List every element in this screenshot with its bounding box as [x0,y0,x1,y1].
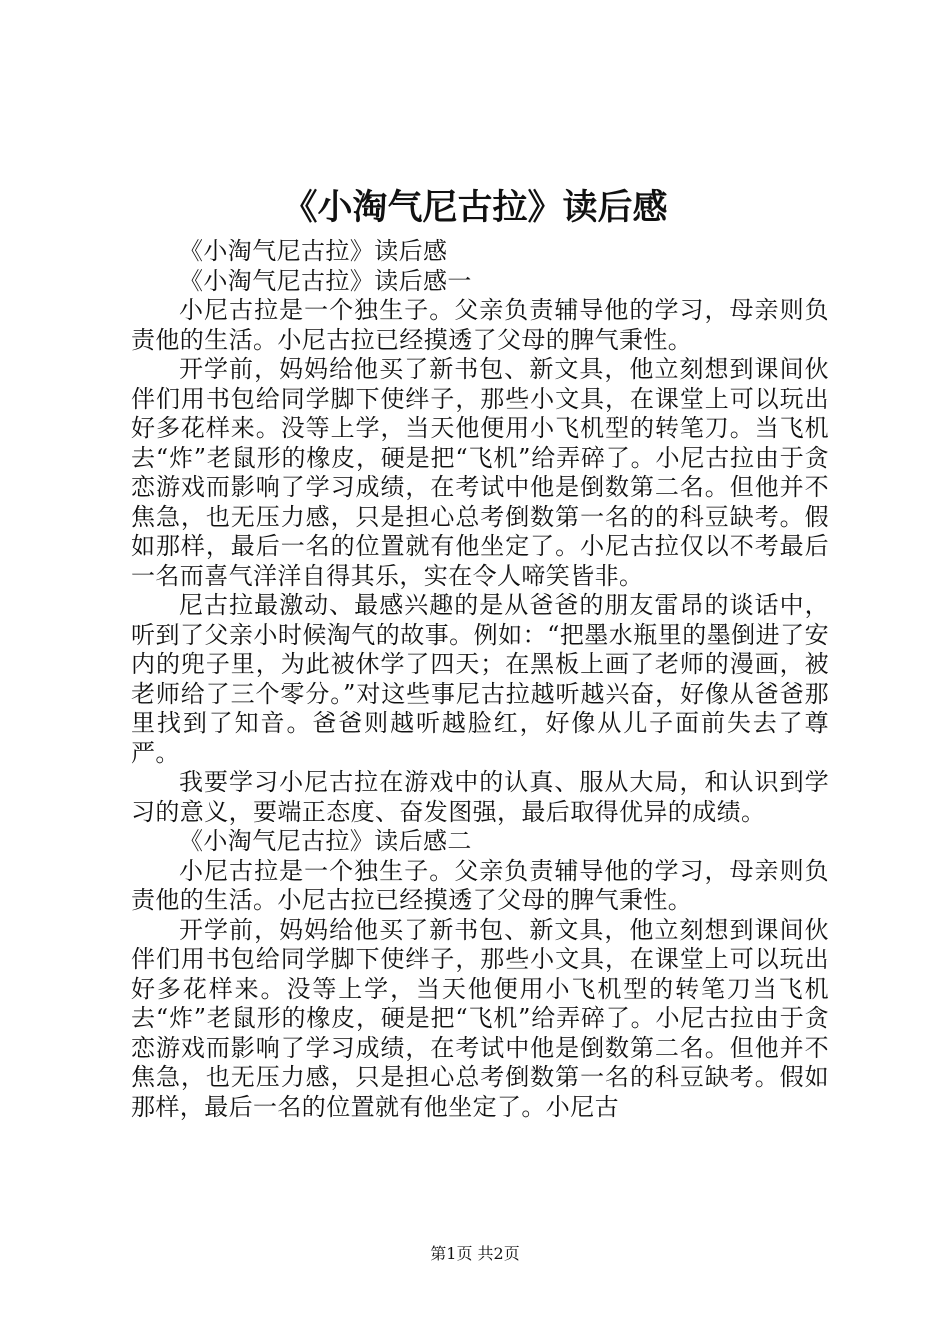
paragraph: 尼古拉最激动、最感兴趣的是从爸爸的朋友雷昂的谈话中，听到了父亲小时候淘气的故事。例如：“把墨水瓶里的墨倒进了安内的兜子里，为此被休学了四天；在黑板上画了老师的漫画，被老师给了三个零分。”对这些事尼古拉越听越兴奋，好像从爸爸那里找到了知音。爸爸则越听越脸红，好像从儿子面前失去了尊严。 [131,591,829,767]
document-body [131,237,829,1122]
paragraph: 开学前，妈妈给他买了新书包、新文具，他立刻想到课间伙伴们用书包给同学脚下使绊子，那些小文具，在课堂上可以玩出好多花样来。没等上学，当天他便用小飞机型的转笔刀当飞机去“炸”老鼠形的橡皮，硬是把“飞机”给弄碎了。小尼古拉由于贪恋游戏而影响了学习成绩，在考试中他是倒数第二名。但他并不焦急，也无压力感，只是担心总考倒数第一名的科豆缺考。假如那样，最后一名的位置就有他坐定了。小尼古 [131,915,829,1121]
paragraph: 小尼古拉是一个独生子。父亲负责辅导他的学习，母亲则负责他的生活。小尼古拉已经摸透了父母的脾气秉性。 [131,856,829,914]
paragraph: 《小淘气尼古拉》读后感二 [179,827,472,855]
paragraph: 开学前，妈妈给他买了新书包、新文具，他立刻想到课间伙伴们用书包给同学脚下使绊子，那些小文具，在课堂上可以玩出好多花样来。没等上学，当天他便用小飞机型的转笔刀。当飞机去“炸”老鼠形的橡皮，硬是把“飞机”给弄碎了。小尼古拉由于贪恋游戏而影响了学习成绩，在考试中他是倒数第二名。但他并不焦急，也无压力感，只是担心总考倒数第一名的的科豆缺考。假如那样，最后一名的位置就有他坐定了。小尼古拉仅以不考最后一名而喜气洋洋自得其乐，实在令人啼笑皆非。 [131,355,829,590]
page-title: 《小淘气尼古拉》读后感 [282,187,668,228]
paragraph: 《小淘气尼古拉》读后感 [179,237,448,265]
paragraph: 我要学习小尼古拉在游戏中的认真、服从大局，和认识到学习的意义，要端正态度、奋发图强，最后取得优异的成绩。 [131,768,829,826]
page-footer: 第1页 共2页 [430,1244,520,1263]
paragraph: 小尼古拉是一个独生子。父亲负责辅导他的学习，母亲则负责他的生活。小尼古拉已经摸透了父母的脾气秉性。 [131,296,829,354]
paragraph: 《小淘气尼古拉》读后感一 [179,266,472,295]
